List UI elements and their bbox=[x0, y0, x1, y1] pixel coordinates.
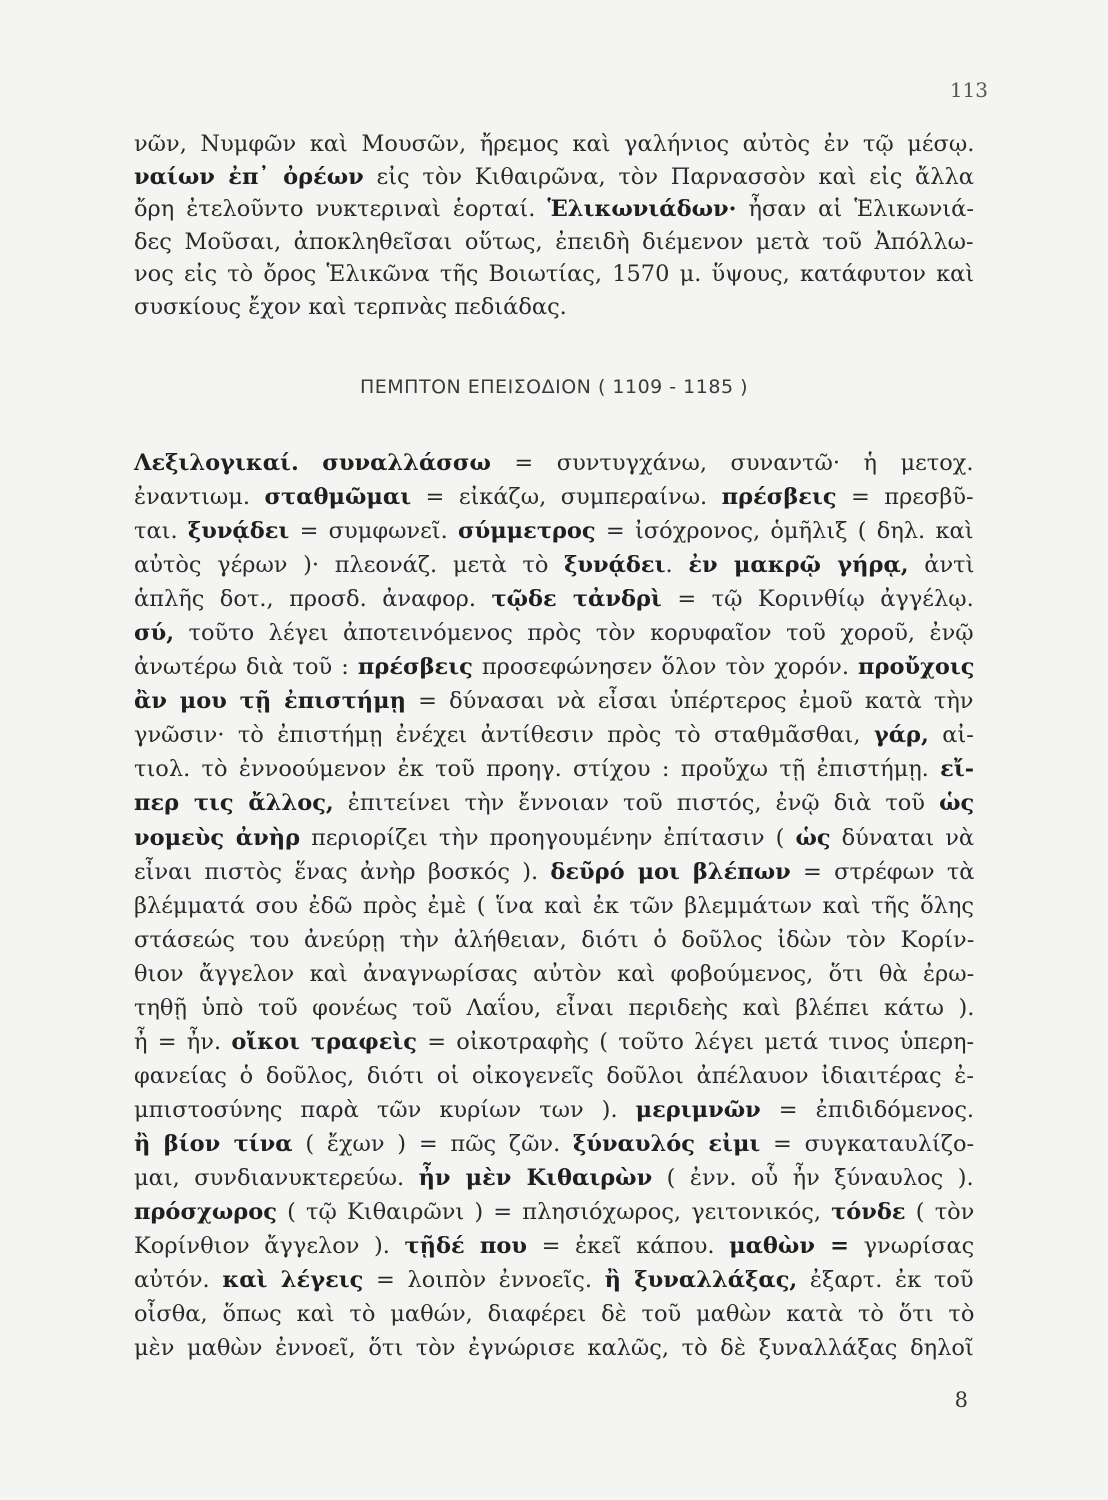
glossary-paragraph bbox=[134, 446, 974, 1365]
glossary-line: εἶναι πιστὸς ἕνας ἀνὴρ βοσκός ). δεῦρό μοι βλέπων = στρέφων τὰ bbox=[134, 858, 975, 885]
intro-paragraph bbox=[134, 128, 974, 324]
glossary-line: ται. ξυνᾴδει = συμφωνεῖ. σύμμετρος = ἰσόχρονος, ὁμῆλιξ ( δηλ. καὶ bbox=[134, 518, 974, 545]
glossary-line: Κορίνθιον ἄγγελον ). τῇδέ που = ἐκεῖ κάπου. μαθὼν = γνωρίσας bbox=[134, 1233, 975, 1260]
glossary-line: βλέμματά σου ἐδῶ πρὸς ἐμὲ ( ἵνα καὶ ἐκ τῶν βλεμμάτων καὶ τῆς ὅλης bbox=[134, 892, 974, 919]
glossary-line: αὐτόν. καὶ λέγεις = λοιπὸν ἐννοεῖς. ἢ ξυναλλάξας, ἐξαρτ. ἐκ τοῦ bbox=[134, 1267, 974, 1294]
glossary-line: ἁπλῆς δοτ., προσδ. ἀναφορ. τῷδε τἀνδρὶ = τῷ Κορινθίῳ ἀγγέλῳ. bbox=[134, 586, 974, 613]
glossary-line: οἶσθα, ὅπως καὶ τὸ μαθών, διαφέρει δὲ τοῦ μαθὼν κατὰ τὸ ὅτι τὸ bbox=[134, 1301, 975, 1328]
glossary-line: πρόσχωρος ( τῷ Κιθαιρῶνι ) = πλησιόχωρος, γειτονικός, τόνδε ( τὸν bbox=[134, 1199, 975, 1226]
intro-line: δες Μοῦσαι, ἀποκληθεῖσαι οὕτως, ἐπειδὴ διέμενον μετὰ τοῦ Ἀπόλλω- bbox=[134, 228, 974, 255]
intro-line: νῶν, Νυμφῶν καὶ Μουσῶν, ἤρεμος καὶ γαλήνιος αὐτὸς ἐν τῷ μέσῳ. bbox=[134, 131, 975, 157]
section-heading: ΠΕΜΠΤΟΝ ΕΠΕΙΣΟΔΙΟΝ ( 1109 - 1185 ) bbox=[359, 376, 748, 398]
glossary-line: μπιστοσύνης παρὰ τῶν κυρίων των ). μεριμνῶν = ἐπιδιδόμενος. bbox=[134, 1096, 975, 1123]
glossary-line: νομεὺς ἀνὴρ περιορίζει τὴν προηγουμένην ἐπίτασιν ( ὡς δύναται νὰ bbox=[134, 824, 975, 851]
glossary-line: περ τις ἄλλος, ἐπιτείνει τὴν ἔννοιαν τοῦ πιστός, ἐνῷ διὰ τοῦ ὡς bbox=[134, 790, 975, 817]
glossary-line: Λεξιλογικαί. συναλλάσσω = συντυγχάνω, συναντῶ· ἡ μετοχ. bbox=[134, 450, 974, 476]
sheet-number: 8 bbox=[954, 1388, 968, 1412]
glossary-line: ἀνωτέρω διὰ τοῦ : πρέσβεις προσεφώνησεν ὅλον τὸν χορόν. προὔχοις bbox=[134, 654, 975, 681]
intro-line: συσκίους ἔχον καὶ τερπνὰς πεδιάδας. bbox=[134, 293, 567, 320]
glossary-line: τιολ. τὸ ἐννοούμενον ἐκ τοῦ προηγ. στίχου : προὔχω τῇ ἐπιστήμῃ. εἴ- bbox=[134, 756, 975, 783]
glossary-line: ἐναντιωμ. σταθμῶμαι = εἰκάζω, συμπεραίνω. πρέσβεις = πρεσβῦ- bbox=[134, 484, 974, 511]
glossary-line: θιον ἄγγελον καὶ ἀναγνωρίσας αὐτὸν καὶ φοβούμενος, ὅτι θὰ ἐρω- bbox=[134, 960, 975, 987]
glossary-line: σύ, τοῦτο λέγει ἀποτεινόμενος πρὸς τὸν κορυφαῖον τοῦ χοροῦ, ἐνῷ bbox=[134, 620, 974, 647]
glossary-line: τηθῇ ὑπὸ τοῦ φονέως τοῦ Λαΐου, εἶναι περιδεὴς καὶ βλέπει κάτω ). bbox=[134, 994, 975, 1021]
page-number: 113 bbox=[949, 78, 988, 102]
intro-line: ναίων ἐπ᾽ ὀρέων εἰς τὸν Κιθαιρῶνα, τὸν Παρνασσὸν καὶ εἰς ἄλλα bbox=[134, 163, 974, 190]
intro-line: ὄρη ἐτελοῦντο νυκτεριναὶ ἑορταί. Ἑλικωνιάδων· ἦσαν αἱ Ἑλικωνιά- bbox=[134, 196, 974, 223]
glossary-line: ἢ βίον τίνα ( ἔχων ) = πῶς ζῶν. ξύναυλός εἰμι = συγκαταυλίζο- bbox=[134, 1130, 975, 1157]
glossary-line: μὲν μαθὼν ἐννοεῖ, ὅτι τὸν ἐγνώρισε καλῶς, τὸ δὲ ξυναλλάξας δηλοῖ bbox=[134, 1335, 974, 1362]
glossary-line: φανείας ὁ δοῦλος, διότι οἱ οἰκογενεῖς δοῦλοι ἀπέλαυον ἰδιαιτέρας ἐ- bbox=[134, 1062, 974, 1089]
glossary-line: στάσεώς του ἀνεύρῃ τὴν ἀλήθειαν, διότι ὁ δοῦλος ἰδὼν τὸν Κορίν- bbox=[134, 926, 975, 953]
glossary-line: αὐτὸς γέρων )· πλεονάζ. μετὰ τὸ ξυνᾴδει. ἐν μακρῷ γήρᾳ, ἀντὶ bbox=[134, 552, 975, 579]
glossary-line: ἂν μου τῇ ἐπιστήμῃ = δύνασαι νὰ εἶσαι ὑπέρτερος ἐμοῦ κατὰ τὴν bbox=[134, 688, 974, 715]
intro-line: νος εἰς τὸ ὄρος Ἑλικῶνα τῆς Βοιωτίας, 1570 μ. ὕψους, κατάφυτον καὶ bbox=[134, 261, 975, 288]
glossary-line: γνῶσιν· τὸ ἐπιστήμῃ ἐνέχει ἀντίθεσιν πρὸς τὸ σταθμᾶσθαι, γάρ, αἰ- bbox=[134, 722, 974, 749]
glossary-line: ἦ = ἦν. οἴκοι τραφεὶς = οἰκοτραφὴς ( τοῦτο λέγει μετά τινος ὑπερη- bbox=[134, 1028, 975, 1055]
glossary-line: μαι, συνδιανυκτερεύω. ἦν μὲν Κιθαιρὼν ( ἐνν. οὗ ἦν ξύναυλος ). bbox=[134, 1164, 974, 1191]
